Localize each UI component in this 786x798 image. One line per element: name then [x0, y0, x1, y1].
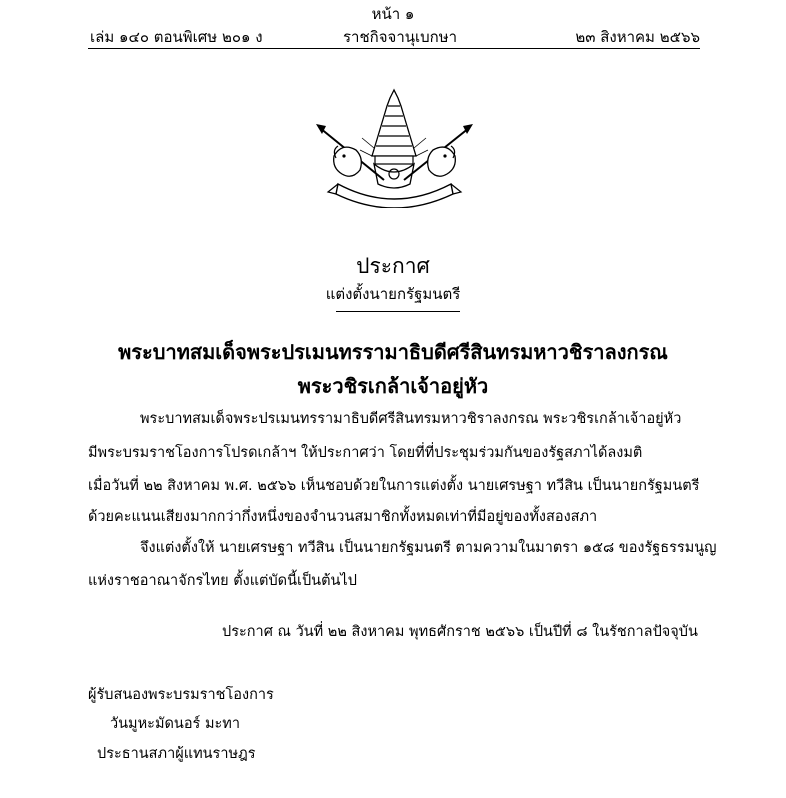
body-paragraph-1-line-3: เมื่อวันที่ ๒๒ สิงหาคม พ.ศ. ๒๕๖๖ เห็นชอบด้วยในการแต่งตั้ง นายเศรษฐา ทวีสิน เป็นนายกรัฐมนตรี [88, 478, 700, 494]
announcement-title: ประกาศ [356, 254, 430, 278]
signatory-name: วันมูหะมัดนอร์ มะทา [110, 716, 240, 732]
volume-issue: เล่ม ๑๔๐ ตอนพิเศษ ๒๐๑ ง [90, 28, 263, 46]
body-paragraph-1-line-4: ด้วยคะแนนเสียงมากกว่ากึ่งหนึ่งของจำนวนสมาชิกทั้งหมดเท่าที่มีอยู่ของทั้งสองสภา [88, 509, 598, 525]
body-paragraph-2-line-2: แห่งราชอาณาจักรไทย ตั้งแต่บัดนี้เป็นต้นไป [88, 573, 357, 589]
proclamation-date: ประกาศ ณ วันที่ ๒๒ สิงหาคม พุทธศักราช ๒๕๖๖ เป็นปีที่ ๘ ในรัชกาลปัจจุบัน [222, 624, 698, 640]
countersign-label: ผู้รับสนองพระบรมราชโองการ [88, 687, 274, 703]
king-name-line-2: พระวชิรเกล้าเจ้าอยู่หัว [297, 374, 489, 398]
announcement-subtitle: แต่งตั้งนายกรัฐมนตรี [325, 285, 461, 303]
header-divider [88, 48, 700, 49]
title-divider [336, 311, 460, 312]
signatory-position: ประธานสภาผู้แทนราษฎร [97, 746, 256, 762]
publication-date: ๒๓ สิงหาคม ๒๕๖๖ [575, 28, 700, 46]
royal-emblem-icon [312, 88, 477, 208]
king-name-line-1: พระบาทสมเด็จพระปรเมนทรรามาธิบดีศรีสินทรมหาวชิราลงกรณ [118, 340, 668, 364]
body-paragraph-2-line-1: จึงแต่งตั้งให้ นายเศรษฐา ทวีสิน เป็นนายกรัฐมนตรี ตามความในมาตรา ๑๕๘ ของรัฐธรรมนูญ [140, 540, 717, 556]
body-paragraph-1-line-2: มีพระบรมราชโองการโปรดเกล้าฯ ให้ประกาศว่า โดยที่ที่ประชุมร่วมกันของรัฐสภาได้ลงมติ [88, 445, 643, 461]
page-number: หน้า ๑ [371, 5, 415, 23]
publication-name: ราชกิจจานุเบกษา [343, 28, 458, 46]
body-paragraph-1-line-1: พระบาทสมเด็จพระปรเมนทรรามาธิบดีศรีสินทรมหาวชิราลงกรณ พระวชิรเกล้าเจ้าอยู่หัว [140, 411, 682, 427]
